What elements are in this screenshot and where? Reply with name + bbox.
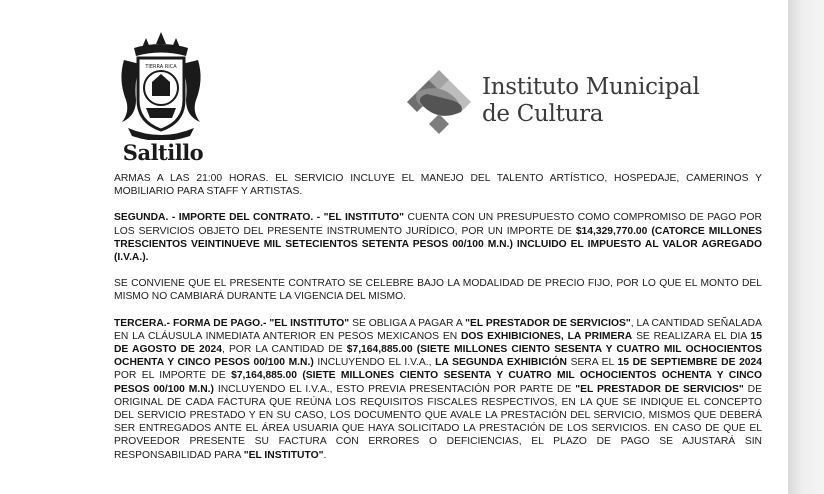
paragraph-text: POR EL IMPORTE DE bbox=[114, 370, 232, 382]
party-name: "EL INSTITUTO" bbox=[323, 212, 405, 224]
institute-name-line1: Instituto Municipal bbox=[482, 74, 700, 100]
payment-date: 15 DE AGOSTO DE 2024 bbox=[114, 330, 763, 356]
paragraph-text: INCLUYENDO EL I.V.A., bbox=[313, 357, 436, 369]
saltillo-wordmark: Saltillo bbox=[122, 140, 204, 165]
seal-inner-text: TIERRA RICA bbox=[145, 64, 177, 70]
letterhead bbox=[0, 0, 788, 170]
paragraph-text: . bbox=[323, 449, 327, 461]
clause-heading: TERCERA.- FORMA DE PAGO.- bbox=[114, 317, 267, 329]
payment-date: 15 DE SEPTIEMBRE DE 2024 bbox=[617, 357, 762, 369]
payment-terms: DOS EXHIBICIONES, LA PRIMERA bbox=[460, 330, 633, 342]
paragraph-event-schedule bbox=[114, 172, 762, 198]
paragraph-text: CUENTA CON UN PRESUPUESTO COMO COMPROMISO DE PAGO POR LOS SERVICIOS OBJETO DEL PRESENTE INSTRUMENTO JURÍDICO, POR UN IMPORTE DE bbox=[114, 212, 762, 237]
instituto-cultura-s-logo bbox=[405, 68, 473, 136]
institute-name bbox=[482, 74, 700, 128]
paragraph-text: DE ORIGINAL DE CADA FACTURA QUE REÚNA LOS REQUISITOS FISCALES RESPECTIVOS, EN LA QUE SE INDIQUE EL CONCEPTO DEL SERVICIO PRESTADO Y EN SU CASO, LOS DOCUMENTO QUE AVALE LA PRESTACIÓN DEL SERVICIO, MISMOS QUE DEBERÁ SER ENTREGADOS ANTE EL ÁREA USUARIA QUE HAYA SOLICITADO LA PRESTACIÓN DE LOS SERVICIOS. EN CASO DE QUE EL PROVEEDOR PRESENTE SU FACTURA CON ERRORES O DEFICIENCIAS, EL PLAZO DE PAGO SE AJUSTARÁ SIN RESPONSABILIDAD PARA bbox=[114, 383, 762, 461]
payment-amount: $7,164,885.00 (SIETE MILLONES CIENTO SESENTA Y CUATRO MIL OCHOCIENTOS OCHENTA Y CINCO PESOS 00/100 M.N.) bbox=[114, 344, 762, 369]
page-edge-background bbox=[788, 0, 824, 494]
payment-terms: LA SEGUNDA EXHIBICIÓN bbox=[435, 357, 567, 369]
paragraph-text: SE REALIZARA EL DIA bbox=[632, 330, 751, 342]
party-name: "EL INSTITUTO" bbox=[269, 317, 350, 329]
institute-name-line2: de Cultura bbox=[482, 101, 604, 127]
contract-body bbox=[114, 172, 762, 475]
paragraph-text: SERA EL bbox=[566, 357, 618, 369]
payment-amount: $7,164,885.00 (SIETE MILLONES CIENTO SESENTA Y CUATRO MIL OCHOCIENTOS OCHENTA Y CINCO PESOS 00/100 M.N.) bbox=[114, 370, 762, 395]
paragraph-text: SE CONVIENE QUE EL PRESENTE CONTRATO SE CELEBRE BAJO LA MODALIDAD DE PRECIO FIJO, POR LO QUE EL MONTO DEL MISMO NO CAMBIARÁ DURANTE LA VIGENCIA DEL MISMO. bbox=[114, 278, 762, 303]
paragraph-text: , LA CANTIDAD SEÑALADA EN LA CLÁUSULA INMEDIATA ANTERIOR EN PESOS MEXICANOS EN bbox=[114, 317, 762, 342]
paragraph-fixed-price bbox=[114, 277, 762, 303]
clause-heading: SEGUNDA. - IMPORTE DEL CONTRATO. - bbox=[114, 212, 321, 224]
paragraph-clause-tercera bbox=[114, 317, 762, 462]
paragraph-text: SE OBLIGA A PAGAR A bbox=[349, 317, 466, 329]
contract-amount: $14,329,770.00 (CATORCE MILLONES TRESCIENTOS VEINTINUEVE MIL SETECIENTOS SETENTA PESOS 00/100 M.N.) INCLUIDO EL IMPUESTO AL VALOR AGREGADO (I.V.A.). bbox=[114, 225, 763, 264]
party-name: "EL INSTITUTO" bbox=[243, 449, 324, 461]
paragraph-text: INCLUYENDO EL I.V.A., ESTO PREVIA PRESENTACIÓN POR PARTE DE bbox=[213, 383, 576, 395]
paragraph-clause-segunda bbox=[114, 211, 762, 264]
paragraph-text: , POR LA CANTIDAD DE bbox=[221, 344, 347, 356]
party-name: "EL PRESTADOR DE SERVICIOS" bbox=[575, 383, 744, 395]
party-name: "EL PRESTADOR DE SERVICIOS" bbox=[465, 317, 631, 329]
saltillo-coat-of-arms-logo bbox=[116, 30, 206, 140]
paragraph-text: ARMAS A LAS 21:00 HORAS. EL SERVICIO INCLUYE EL MANEJO DEL TALENTO ARTÍSTICO, HOSPEDAJE, CAMERINOS Y MOBILIARIO PARA STAFF Y ARTISTAS. bbox=[114, 173, 762, 198]
